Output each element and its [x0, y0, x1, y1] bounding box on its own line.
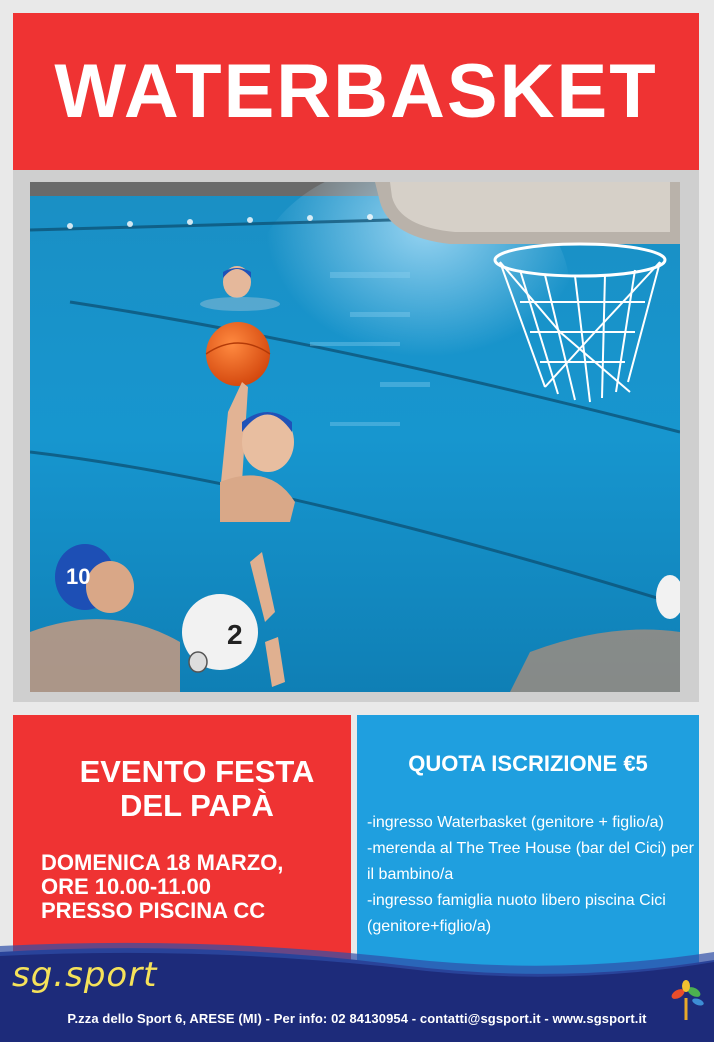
photo-frame: [13, 170, 699, 702]
event-panel: [13, 715, 351, 975]
event-details: [41, 851, 283, 923]
fee-heading: QUOTA ISCRIZIONE €5: [408, 751, 648, 776]
event-title-line2: DEL PAPÀ: [120, 788, 274, 823]
fee-item: -ingresso famiglia nuoto libero piscina Cici (genitore+figlio/a): [367, 892, 666, 935]
footer-address: P.zza dello Sport 6, ARESE (MI) - Per info: 02 84130954 - contatti@sgsport.it - www.sgsport.it: [67, 1011, 647, 1026]
event-title: [13, 755, 351, 823]
fee-item: -merenda al The Tree House (bar del Cici) per il bambino/a: [367, 840, 694, 883]
pool-scene: [30, 182, 680, 692]
ball: [206, 322, 270, 386]
cap-number-10: 10: [66, 564, 91, 589]
fee-panel: [357, 715, 699, 975]
event-place: PRESSO PISCINA CC: [41, 898, 266, 923]
fee-item: -ingresso Waterbasket (genitore + figlio/a): [367, 814, 664, 831]
sgsport-logo: sg.sport: [12, 955, 158, 995]
cap-number-2: 2: [227, 619, 243, 650]
poster-title: WATERBASKET: [54, 48, 658, 134]
pool-photo: [30, 182, 680, 692]
event-date: DOMENICA 18 MARZO,: [41, 850, 284, 875]
fee-items: [367, 810, 697, 940]
event-title-line1: EVENTO FESTA: [79, 754, 315, 789]
title-band: [13, 13, 699, 170]
event-time: ORE 10.00-11.00: [41, 874, 212, 899]
